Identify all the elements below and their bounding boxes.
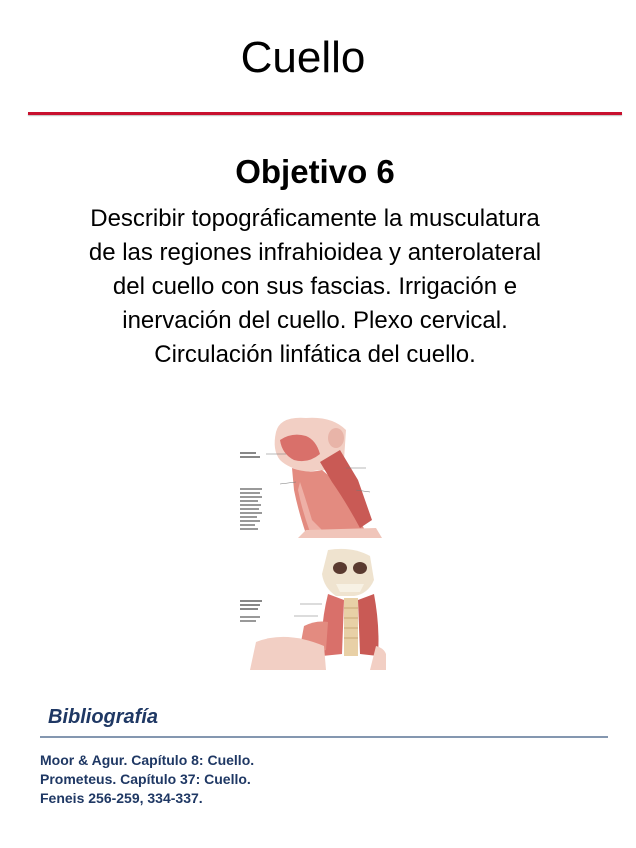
objective-line: de las regiones infrahioidea y anterolateral xyxy=(88,239,542,266)
objective-line: Circulación linfática del cuello. xyxy=(154,341,476,368)
neck-lateral-illustration-graphic xyxy=(236,410,386,540)
objective-text xyxy=(40,202,590,372)
neck-lateral-muscles-illustration xyxy=(236,410,386,540)
bibliography-divider xyxy=(40,736,608,738)
bibliography-list xyxy=(40,751,254,808)
neck-anterior-deep-muscles-illustration xyxy=(236,546,386,670)
neck-anterior-illustration-graphic xyxy=(236,546,386,670)
objective-line: inervación del cuello. Plexo cervical. xyxy=(122,307,508,334)
title-divider xyxy=(28,112,622,115)
objective-line: Describir topográficamente la musculatura xyxy=(90,205,540,232)
page-title: Cuello xyxy=(240,33,366,82)
objective-line: del cuello con sus fascias. Irrigación e xyxy=(112,273,518,300)
bibliography-heading: Bibliografía xyxy=(48,706,159,728)
bibliography-item: Moor & Agur. Capítulo 8: Cuello. xyxy=(40,752,255,768)
bibliography-item: Prometeus. Capítulo 37: Cuello. xyxy=(40,771,251,787)
bibliography-item: Feneis 256-259, 334-337. xyxy=(40,790,203,806)
objective-heading: Objetivo 6 xyxy=(235,153,395,190)
